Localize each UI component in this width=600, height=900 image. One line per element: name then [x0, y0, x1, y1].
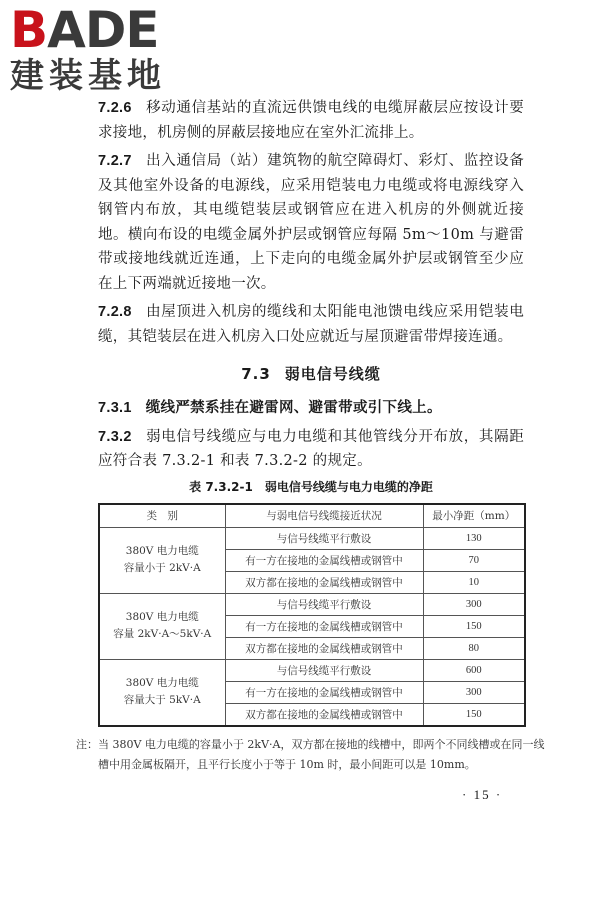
condition-cell: 双方都在接地的金属线槽或钢管中 — [225, 571, 423, 593]
column-header-category: 类 别 — [99, 504, 225, 528]
table-number: 表 7.3.2-1 — [189, 479, 253, 494]
column-header-distance: 最小净距（mm） — [423, 504, 525, 528]
distance-table — [98, 503, 526, 727]
logo-subtitle: 建装基地 — [10, 56, 166, 96]
logo-accent-letter: B — [10, 1, 48, 59]
note-text: 当 380V 电力电缆的容量小于 2kV·A，双方都在接地的线槽中，即两个不同线槽或在同一线槽中用金属板隔开，且平行长度小于等于 10m 时，最小间距可以是 10mm。 — [98, 737, 545, 771]
clause-number: 7.3.1 — [98, 400, 132, 416]
table-header-row — [99, 504, 525, 528]
condition-cell: 双方都在接地的金属线槽或钢管中 — [225, 703, 423, 726]
distance-cell: 80 — [423, 637, 525, 659]
condition-cell: 有一方在接地的金属线槽或钢管中 — [225, 549, 423, 571]
clause-7-3-2 — [98, 425, 524, 474]
distance-cell: 600 — [423, 659, 525, 681]
clause-7-2-6 — [98, 96, 524, 145]
category-line: 容量小于 2kV·A — [123, 562, 201, 574]
clause-7-2-7 — [98, 149, 524, 296]
section-number: 7.3 — [241, 365, 271, 383]
clause-text: 缆线严禁系挂在避雷网、避雷带或引下线上。 — [145, 399, 442, 416]
condition-cell: 与信号线缆平行敷设 — [225, 527, 423, 549]
distance-cell: 300 — [423, 593, 525, 615]
table-note — [76, 735, 546, 775]
condition-cell: 有一方在接地的金属线槽或钢管中 — [225, 615, 423, 637]
table-row — [99, 593, 525, 615]
column-header-condition: 与弱电信号线缆接近状况 — [225, 504, 423, 528]
page-content — [76, 96, 545, 775]
logo-wordmark — [10, 1, 180, 59]
clause-number: 7.2.6 — [98, 100, 132, 116]
category-line: 容量 2kV·A～5kV·A — [113, 628, 212, 640]
section-title: 弱电信号线缆 — [284, 365, 381, 383]
clause-number: 7.3.2 — [98, 428, 132, 445]
table-row — [99, 527, 525, 549]
distance-cell: 10 — [423, 571, 525, 593]
clause-number: 7.2.7 — [98, 153, 132, 169]
distance-cell: 150 — [423, 615, 525, 637]
condition-cell: 与信号线缆平行敷设 — [225, 593, 423, 615]
logo-word-rest: ADE — [47, 1, 159, 59]
category-cell — [99, 593, 225, 659]
section-heading — [98, 363, 524, 384]
distance-cell: 150 — [423, 703, 525, 726]
category-line: 380V 电力电缆 — [125, 677, 199, 689]
table-title: 弱电信号线缆与电力电缆的净距 — [264, 479, 433, 494]
category-cell — [99, 527, 225, 593]
condition-cell: 双方都在接地的金属线槽或钢管中 — [225, 637, 423, 659]
category-line: 380V 电力电缆 — [125, 545, 199, 557]
clause-number: 7.2.8 — [98, 304, 132, 320]
category-line: 容量大于 5kV·A — [123, 694, 201, 706]
distance-cell: 300 — [423, 681, 525, 703]
table-caption — [98, 478, 524, 495]
clause-7-3-1 — [98, 396, 524, 421]
table-row — [99, 659, 525, 681]
clause-text: 移动通信基站的直流远供馈电线的电缆屏蔽层应按设计要求接地，机房侧的屏蔽层接地应在室外汇流排上。 — [98, 100, 524, 141]
clause-7-2-8 — [98, 300, 524, 349]
distance-cell: 70 — [423, 549, 525, 571]
clause-text: 由屋顶进入机房的缆线和太阳能电池馈电线应采用铠装电缆，其铠装层在进入机房入口处应就近与屋顶避雷带焊接连通。 — [98, 304, 524, 345]
category-line: 380V 电力电缆 — [125, 611, 199, 623]
page-number: · 15 · — [462, 787, 503, 802]
category-cell — [99, 659, 225, 726]
condition-cell: 有一方在接地的金属线槽或钢管中 — [225, 681, 423, 703]
clause-text: 出入通信局（站）建筑物的航空障碍灯、彩灯、监控设备及其他室外设备的电源线，应采用铠装电力电缆或将电源线穿入钢管内布放，其电缆铠装层或钢管应在进入机房的外侧就近接地。横向布设的电缆金属外护层或钢管应每隔 5m～10m 与避雷带或接地线就近连通，上下走向的电缆金属外护层或钢管至少应在上下两端就近接地一次。 — [98, 153, 524, 292]
clause-text: 弱电信号线缆应与电力电缆和其他管线分开布放，其隔距应符合表 7.3.2-1 和表 7.3.2-2 的规定。 — [98, 428, 524, 469]
condition-cell: 与信号线缆平行敷设 — [225, 659, 423, 681]
note-label: 注： — [76, 737, 98, 751]
brand-logo — [10, 1, 180, 96]
distance-cell: 130 — [423, 527, 525, 549]
